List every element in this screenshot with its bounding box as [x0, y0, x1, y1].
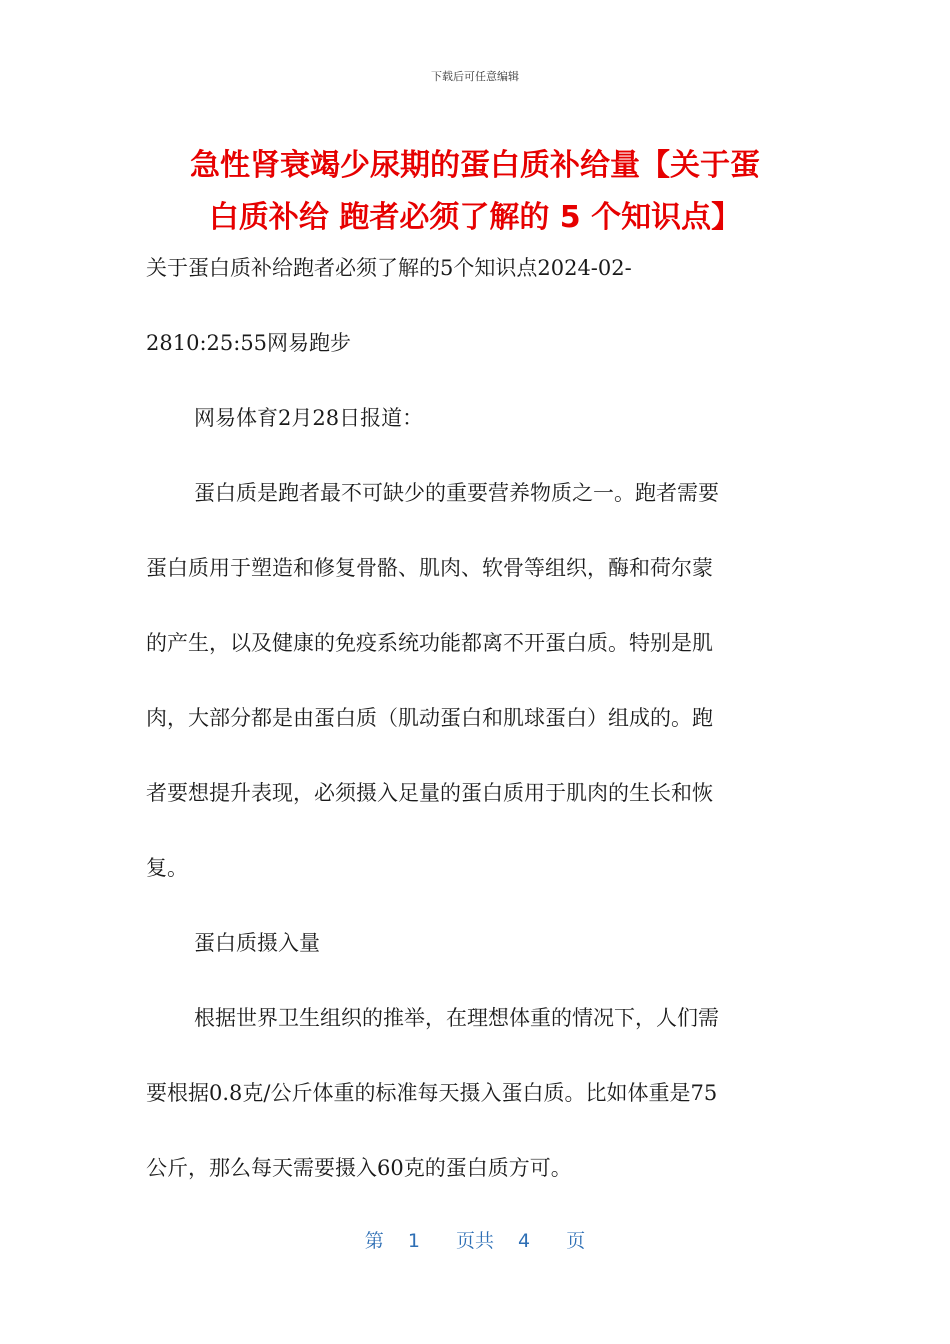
- paragraph-line: 蛋白质用于塑造和修复骨骼、肌肉、软骨等组织，酶和荷尔蒙: [146, 556, 713, 580]
- byline-line-1: 关于蛋白质补给跑者必须了解的5个知识点2024-02-: [146, 256, 632, 280]
- current-page-number: 1: [407, 1230, 420, 1252]
- paragraph-line: 蛋白质是跑者最不可缺少的重要营养物质之一。跑者需要: [194, 481, 719, 505]
- paragraph-line: 肉，大部分都是由蛋白质（肌动蛋白和肌球蛋白）组成的。跑: [146, 706, 713, 730]
- document-title: [140, 140, 810, 244]
- paragraph-line: 者要想提升表现，必须摄入足量的蛋白质用于肌肉的生长和恢: [146, 781, 713, 805]
- byline-line-2: 2810:25:55网易跑步: [146, 331, 352, 355]
- title-line-2: 白质补给 跑者必须了解的 5 个知识点】: [208, 200, 742, 235]
- footer-mid: 页共: [455, 1230, 494, 1252]
- paragraph-line: 复。: [146, 856, 188, 880]
- paragraph-line: 公斤，那么每天需要摄入60克的蛋白质方可。: [146, 1156, 572, 1180]
- page-footer: [0, 1226, 950, 1253]
- report-intro: 网易体育2月28日报道：: [194, 406, 424, 430]
- total-page-count: 4: [518, 1230, 531, 1252]
- page-header-note: 下载后可任意编辑: [431, 70, 519, 83]
- section-heading: 蛋白质摄入量: [194, 931, 320, 955]
- title-line-1: 急性肾衰竭少尿期的蛋白质补给量【关于蛋: [190, 148, 760, 183]
- paragraph-line: 根据世界卫生组织的推举，在理想体重的情况下，人们需: [194, 1006, 719, 1030]
- document-body: [146, 231, 806, 1206]
- paragraph-line: 的产生，以及健康的免疫系统功能都离不开蛋白质。特别是肌: [146, 631, 713, 655]
- footer-suffix: 页: [566, 1230, 586, 1252]
- paragraph-line: 要根据0.8克/公斤体重的标准每天摄入蛋白质。比如体重是75: [146, 1081, 718, 1105]
- footer-prefix: 第: [364, 1230, 384, 1252]
